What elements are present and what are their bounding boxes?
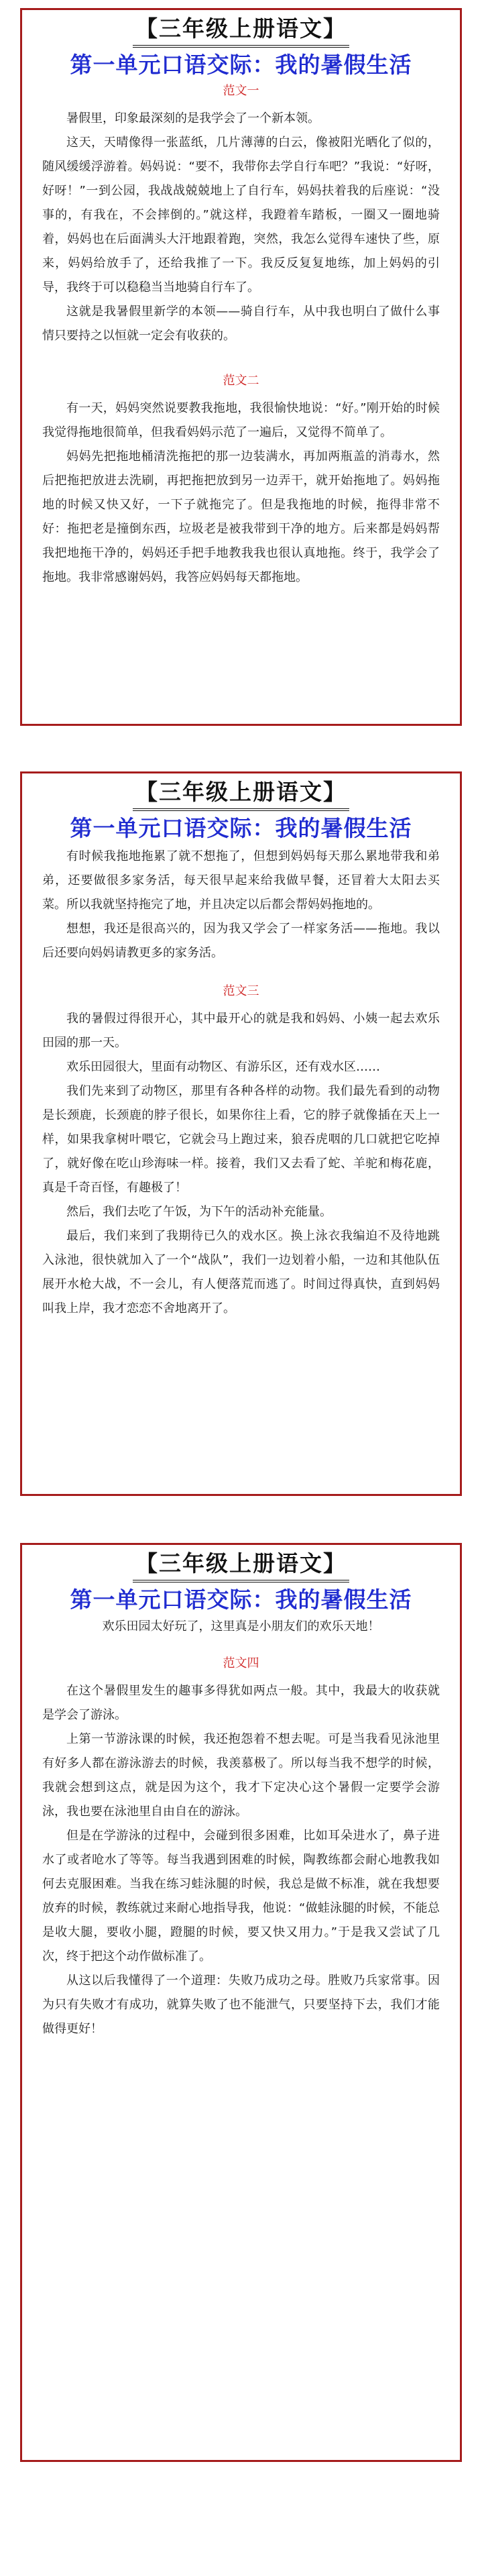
essay-paragraph: 最后，我们来到了我期待已久的戏水区。换上泳衣我编迫不及待地跳入泳池，很快就加入了一个“战队”，我们一边划着小船，一边和其他队伍展开水枪大战，不一会儿，有人便落荒而逃了。时间过得真快，直到妈妈叫我上岸，我才恋恋不舍地离开了。 <box>42 1229 440 1316</box>
essay-paragraph: 我们先来到了动物区，那里有各种各样的动物。我们最先看到的动物是长颈鹿，长颈鹿的脖子很长，如果你往上看，它的脖子就像插在天上一样，如果我拿树叶喂它，它就会马上跑过来，狼吞虎咽的几口就把它吃掉了，就好像在吃山珍海味一样。接着，我们又去看了蛇、羊驼和梅花鹿，真是千奇百怪，有趣极了！ <box>42 1084 440 1195</box>
page-3 <box>20 1543 462 2462</box>
essay-paragraph: 这天，天晴像得一张蓝纸，几片薄薄的白云，像被阳光晒化了似的，随风缓缓浮游着。妈妈说：“要不，我带你去学自行车吧？”我说：“好呀，好呀！”一到公园，我战战兢兢地上了自行车，妈妈扶着我的后座说：“没事的，有我在，不会摔倒的。”就这样，我蹬着车踏板，一圈又一圈地骑着，妈妈也在后面满头大汗地跟着跑，突然，我怎么觉得车速快了些，原来，妈妈给放手了，还给我推了一下。我反反复复地练，加上妈妈的引导，我终于可以稳稳当当地骑自行车了。 <box>42 136 440 294</box>
essay-paragraph: 上第一节游泳课的时候，我还抱怨着不想去呢。可是当我看见泳池里有好多人都在游泳游去的时候，我羡慕极了。所以每当我不想学的时候，我就会想到这点，就是因为这个，我才下定决心这个暑假一定要学会游泳，我也要在泳池里自由自在的游泳。 <box>42 1732 440 1819</box>
page-header <box>42 777 440 845</box>
essay-paragraph: 然后，我们去吃了午饭，为下午的活动补充能量。 <box>66 1205 332 1219</box>
essay-paragraph: 我的暑假过得很开心，其中最开心的就是我和妈妈、小姨一起去欢乐田园的那一天。 <box>42 1012 440 1050</box>
essay-paragraph: 在这个暑假里发生的趣事多得犹如两点一般。其中，我最大的收获就是学会了游泳。 <box>42 1684 440 1722</box>
essay-paragraph: 有一天，妈妈突然说要教我拖地，我很愉快地说：“好。”刚开始的时候我觉得拖地很简单，但我看妈妈示范了一遍后，又觉得不简单了。 <box>42 401 440 439</box>
page-header <box>42 1549 440 1616</box>
grade-label: 【三年级上册语文】 <box>133 1549 349 1582</box>
grade-label: 【三年级上册语文】 <box>133 14 349 48</box>
continuation-paragraph: 有时候我拖地拖累了就不想拖了，但想到妈妈每天那么累地带我和弟弟，还要做很多家务活，每天很早起来给我做早餐，还冒着大太阳去买菜。所以我就坚持拖完了地，并且决定以后都会帮妈妈拖地的。 <box>42 849 440 912</box>
essay-paragraph: 欢乐田园很大，里面有动物区、有游乐区，还有戏水区…… <box>66 1060 380 1074</box>
essay-paragraph: 暑假里，印象最深刻的是我学会了一个新本领。 <box>66 111 320 125</box>
continuation-paragraph: 想想，我还是很高兴的，因为我又学会了一样家务活——拖地。我以后还要向妈妈请教更多的家务活。 <box>42 922 440 960</box>
essay-paragraph: 妈妈先把拖地桶清洗拖把的那一边装满水，再加两瓶盖的消毒水，然后把拖把放进去洗刷，再把拖把放到另一边弄干，就开始拖地了。妈妈拖地的时候又快又好，一下子就拖完了。但是我拖地的时候，拖得非常不好：拖把老是撞倒东西，垃圾老是被我带到干净的地方。后来都是妈妈帮我把地拖干净的，妈妈还手把手地教我我也很认真地拖。终于，我学会了拖地。我非常感谢妈妈，我答应妈妈每天都拖地。 <box>42 449 440 584</box>
essay-title: 范文一 <box>223 84 259 98</box>
essay-paragraph: 这就是我暑假里新学的本领——骑自行车，从中我也明白了做什么事情只要持之以恒就一定会有收获的。 <box>42 305 440 343</box>
page-1 <box>20 8 462 726</box>
continuation-line: 欢乐田园太好玩了，这里真是小朋友们的欢乐天地！ <box>102 1619 380 1633</box>
essay-paragraph: 但是在学游泳的过程中，会碰到很多困难，比如耳朵进水了，鼻子进水了或者呛水了等等。每当我遇到困难的时候，陶教练都会耐心地教我如何去克服困难。当我在练习蛙泳腿的时候，我总是做不标准，就在我想要放弃的时候，教练就过来耐心地指导我，他说：“做蛙泳腿的时候，不能总是收大腿，要收小腿，蹬腿的时候，要又快又用力。”于是我又尝试了几次，终于把这个动作做标准了。 <box>42 1829 440 1964</box>
essay-title: 范文四 <box>223 1656 259 1670</box>
essay-title: 范文二 <box>223 374 259 388</box>
essay-paragraph: 从这以后我懂得了一个道理：失败乃成功之母。胜败乃兵家常事。因为只有失败才有成功，就算失败了也不能泄气，只要坚持下去，我们才能做得更好！ <box>42 1974 440 2036</box>
page-2 <box>20 771 462 1496</box>
page-header <box>42 14 440 81</box>
unit-title: 第一单元口语交际：我的暑假生活 <box>70 1587 412 1613</box>
unit-title: 第一单元口语交际：我的暑假生活 <box>70 815 412 841</box>
unit-title: 第一单元口语交际：我的暑假生活 <box>70 52 412 78</box>
essay-title: 范文三 <box>223 984 259 998</box>
grade-label: 【三年级上册语文】 <box>133 777 349 811</box>
